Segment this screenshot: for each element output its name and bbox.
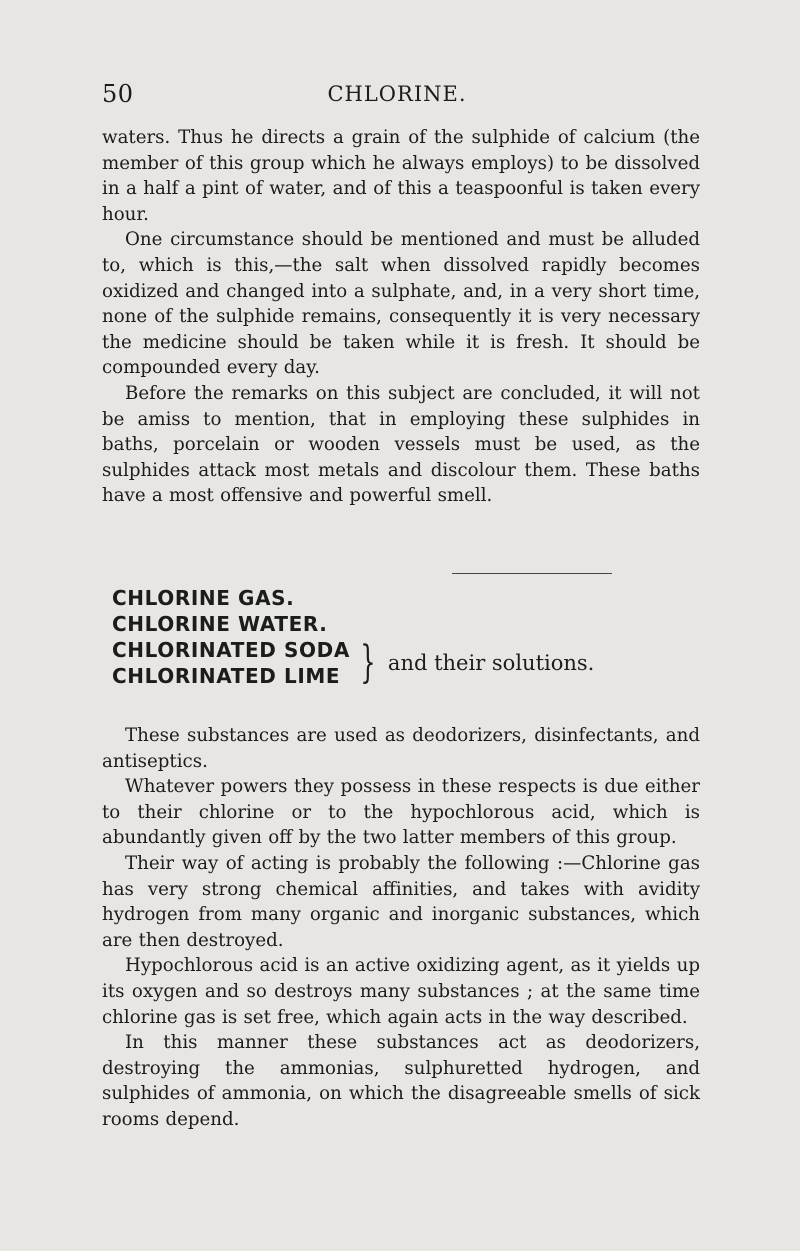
heading-chlorinated-lime: CHLORINATED LIME: [112, 664, 341, 688]
paragraph: Their way of acting is probably the following :—Chlorine gas has very strong chemical affinities, and takes with avidity hydrogen from many organic and inorganic substances, which are then destroyed.: [102, 852, 700, 951]
brace-suffix: and their solutions.: [387, 651, 595, 675]
paragraph: waters. Thus he directs a grain of the sulphide of calcium (the member of this group which he always employs) to be dissolved in a half a pint of water, and of this a teaspoonful is taken every hour.: [102, 127, 700, 225]
right-brace-icon: }: [360, 637, 376, 688]
heading-chlorine-water: CHLORINE WATER.: [112, 612, 328, 636]
paragraph: Hypochlorous acid is an active oxidizing agent, as it yields up its oxygen and so destroys many substances ; at the same time chlorine gas is set free, which again acts in the way described.: [102, 955, 700, 1028]
section-headings: [112, 585, 672, 689]
section-divider: [452, 573, 612, 574]
page-number: 50: [102, 80, 134, 108]
page-header: [102, 80, 692, 110]
bottom-text-block: [102, 723, 700, 1133]
heading-chlorine-gas: CHLORINE GAS.: [112, 586, 295, 610]
running-head: CHLORINE.: [327, 82, 467, 106]
paragraph: These substances are used as deodorizers, disinfectants, and antiseptics.: [102, 725, 700, 772]
top-text-block: [102, 125, 700, 509]
paragraph: Whatever powers they possess in these respects is due either to their chlorine or to the hypochlorous acid, which is abundantly given off by the two latter members of this group.: [102, 776, 700, 849]
heading-chlorinated-soda: CHLORINATED SODA: [112, 638, 350, 662]
paragraph: Before the remarks on this subject are concluded, it will not be amiss to mention, that in employing these sulphides in baths, porcelain or wooden vessels must be used, as the sulphides attack most metals and discolour them. These baths have a most offensive and powerful smell.: [102, 382, 700, 507]
brace-group: [112, 637, 672, 689]
paragraph: In this manner these substances act as deodorizers, destroying the ammonias, sulphuretted hydrogen, and sulphides of ammonia, on which the disagreeable smells of sick rooms depend.: [102, 1032, 700, 1130]
paragraph: One circumstance should be mentioned and must be alluded to, which is this,—the salt when dissolved rapidly becomes oxidized and changed into a sulphate, and, in a very short time, none of the sulphide remains, consequently it is very necessary the medicine should be taken while it is fresh. It should be compounded every day.: [102, 229, 700, 379]
